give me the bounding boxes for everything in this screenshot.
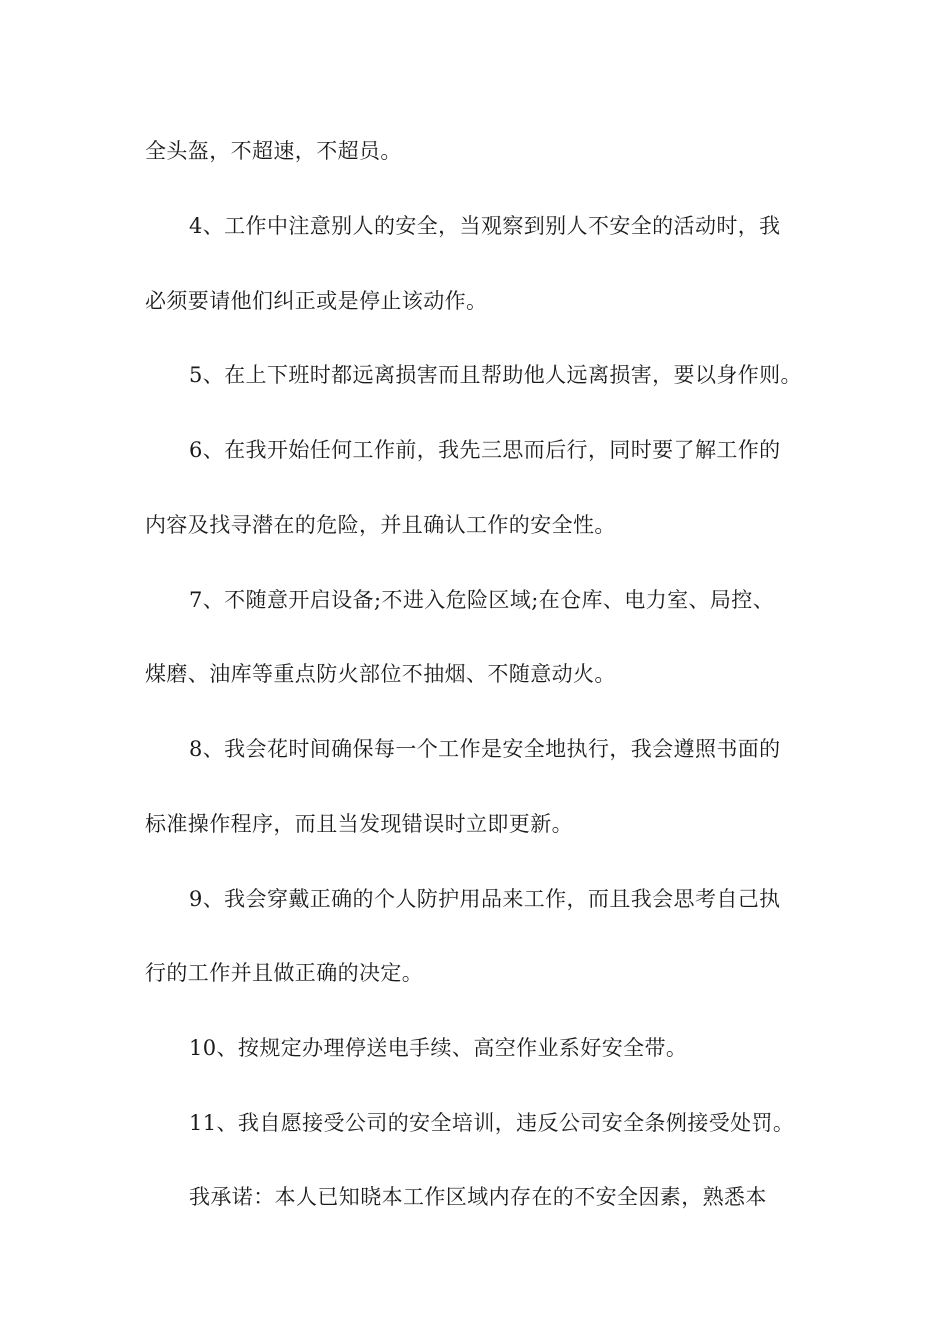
item-6-line-1: 6、在我开始任何工作前，我先三思而后行，同时要了解工作的 <box>189 438 781 462</box>
item-8-line-1: 8、我会花时间确保每一个工作是安全地执行，我会遵照书面的 <box>189 737 781 761</box>
item-11-line-1: 11、我自愿接受公司的安全培训，违反公司安全条例接受处罚。 <box>189 1111 795 1135</box>
item-4-line-2: 必须要请他们纠正或是停止该动作。 <box>145 289 488 313</box>
item-6-line-2: 内容及找寻潜在的危险，并且确认工作的安全性。 <box>145 513 616 537</box>
item-9-line-1: 9、我会穿戴正确的个人防护用品来工作，而且我会思考自己执 <box>189 887 781 911</box>
item-4-line-1: 4、工作中注意别人的安全，当观察到别人不安全的活动时，我 <box>189 214 781 238</box>
text-line-continuation: 全头盔，不超速，不超员。 <box>145 139 402 163</box>
item-5-line-1: 5、在上下班时都远离损害而且帮助他人远离损害，要以身作则。 <box>189 363 802 387</box>
item-7-line-2: 煤磨、油库等重点防火部位不抽烟、不随意动火。 <box>145 662 616 686</box>
item-8-line-2: 标准操作程序，而且当发现错误时立即更新。 <box>145 812 573 836</box>
pledge-line-1: 我承诺：本人已知晓本工作区域内存在的不安全因素，熟悉本 <box>189 1185 767 1209</box>
item-7-line-1: 7、不随意开启设备;不进入危险区域;在仓库、电力室、局控、 <box>189 588 775 612</box>
item-10-line-1: 10、按规定办理停送电手续、高空作业系好安全带。 <box>189 1036 688 1060</box>
item-9-line-2: 行的工作并且做正确的决定。 <box>145 961 424 985</box>
